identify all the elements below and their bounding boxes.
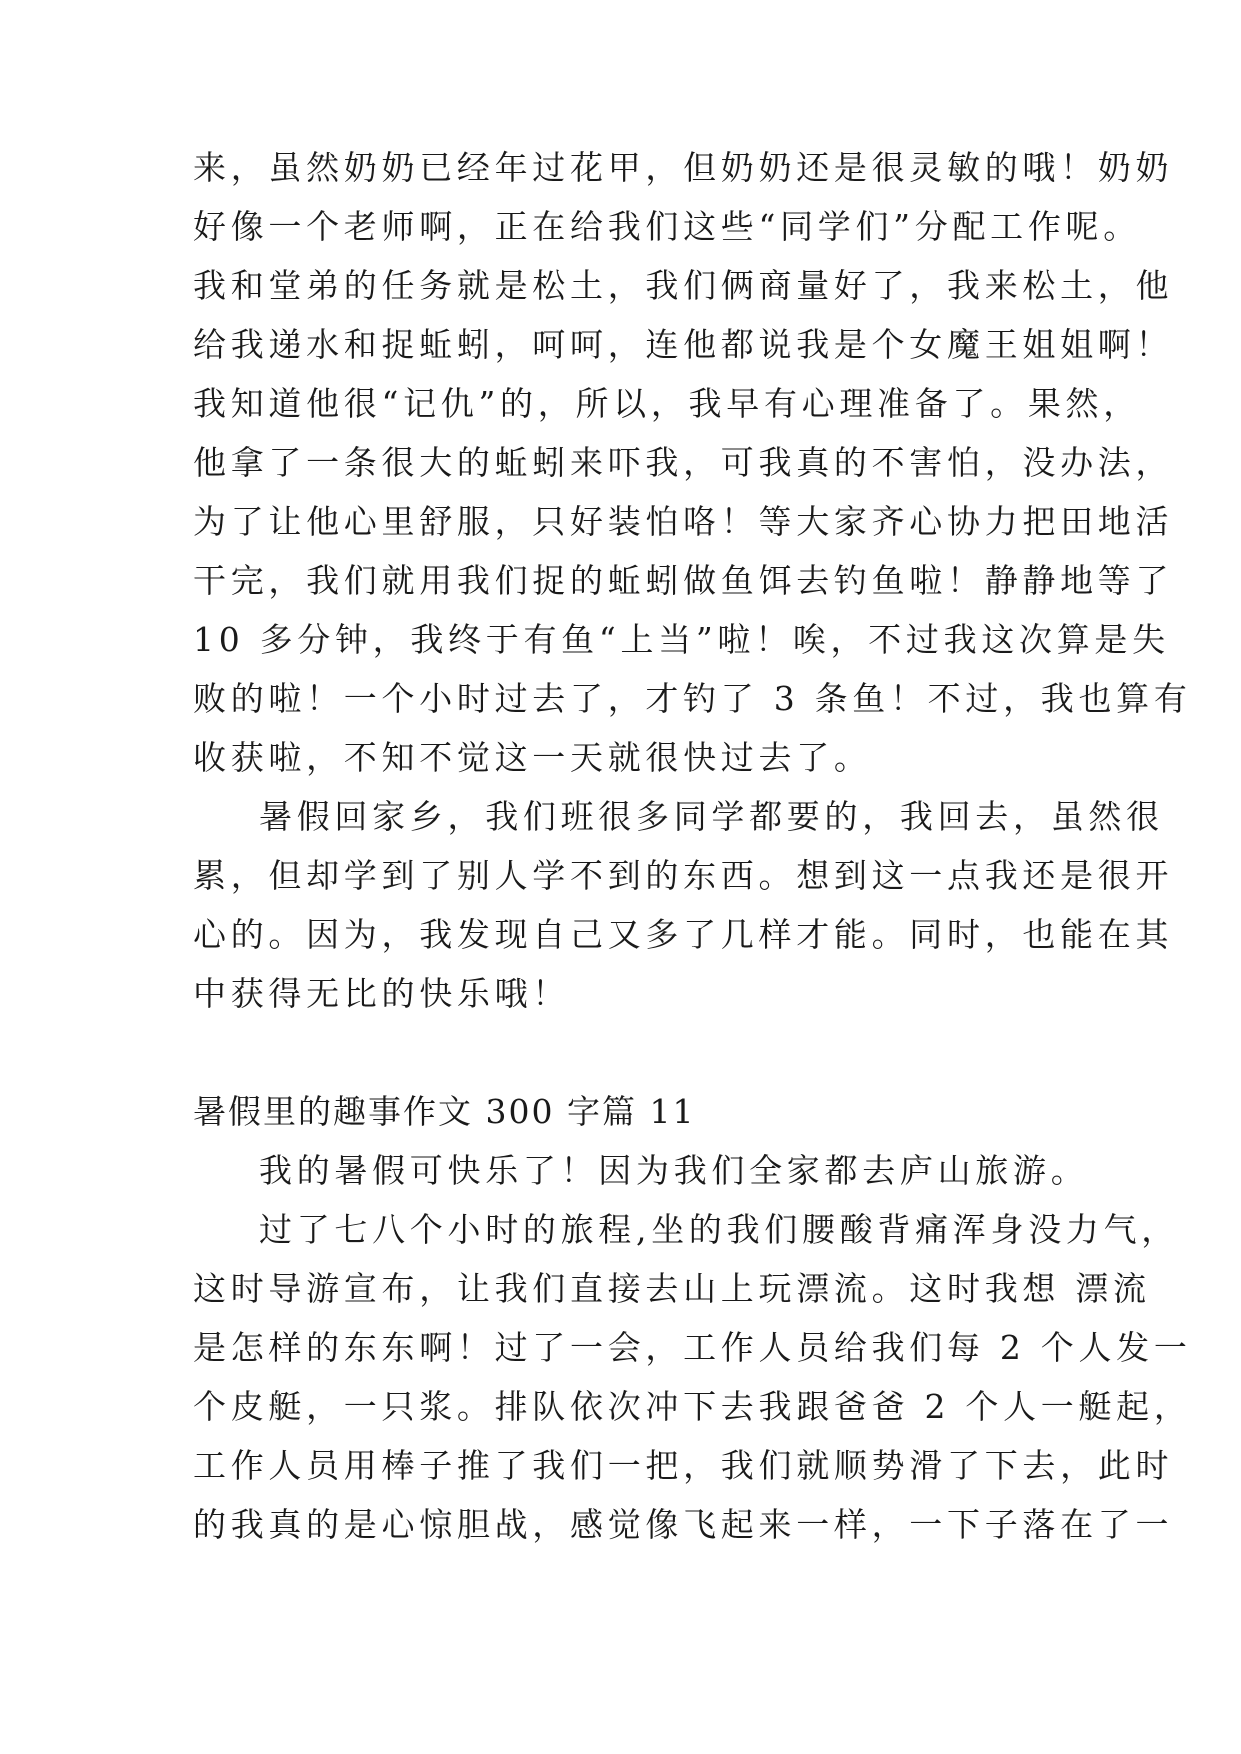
text-line: 心的。因为，我发现自己又多了几样才能。同时，也能在其 — [193, 915, 1174, 954]
text-line: 来，虽然奶奶已经年过花甲，但奶奶还是很灵敏的哦！奶奶 — [193, 148, 1174, 187]
text-line: 个皮艇，一只浆。排队依次冲下去我跟爸爸 2 个人一艇起， — [193, 1387, 1192, 1426]
text-line: 败的啦！一个小时过去了，才钓了 3 条鱼！不过，我也算有 — [193, 679, 1192, 718]
text-line: 给我递水和捉蚯蚓，呵呵，连他都说我是个女魔王姐姐啊！ — [193, 325, 1174, 364]
text-line: 过了七八个小时的旅程,坐的我们腰酸背痛浑身没力气， — [259, 1210, 1179, 1249]
text-line: 这时导游宣布，让我们直接去山上玩漂流。这时我想 漂流 — [193, 1269, 1151, 1308]
text-line: 累，但却学到了别人学不到的东西。想到这一点我还是很开 — [193, 856, 1174, 895]
text-line: 10 多分钟，我终于有鱼“上当”啦！唉，不过我这次算是失 — [193, 620, 1170, 659]
text-line: 我和堂弟的任务就是松土，我们俩商量好了，我来松土，他 — [193, 266, 1174, 305]
text-line: 干完，我们就用我们捉的蚯蚓做鱼饵去钓鱼啦！静静地等了 — [193, 561, 1174, 600]
text-line: 我的暑假可快乐了！因为我们全家都去庐山旅游。 — [259, 1151, 1089, 1190]
text-line: 是怎样的东东啊！过了一会，工作人员给我们每 2 个人发一 — [193, 1328, 1192, 1367]
text-line: 好像一个老师啊，正在给我们这些“同学们”分配工作呢。 — [193, 207, 1141, 246]
text-line: 中获得无比的快乐哦！ — [193, 974, 570, 1013]
text-line: 他拿了一条很大的蚯蚓来吓我，可我真的不害怕，没办法， — [193, 443, 1174, 482]
text-line: 我知道他很“记仇”的，所以，我早有心理准备了。果然， — [193, 384, 1141, 423]
text-line: 为了让他心里舒服，只好装怕咯！等大家齐心协力把田地活 — [193, 502, 1174, 541]
section-title: 暑假里的趣事作文 300 字篇 11 — [193, 1092, 696, 1131]
text-line: 收获啦，不知不觉这一天就很快过去了。 — [193, 738, 872, 777]
text-line: 工作人员用棒子推了我们一把，我们就顺势滑了下去，此时 — [193, 1446, 1174, 1485]
text-line: 的我真的是心惊胆战，感觉像飞起来一样，一下子落在了一 — [193, 1505, 1174, 1544]
text-line: 暑假回家乡，我们班很多同学都要的，我回去，虽然很 — [259, 797, 1164, 836]
